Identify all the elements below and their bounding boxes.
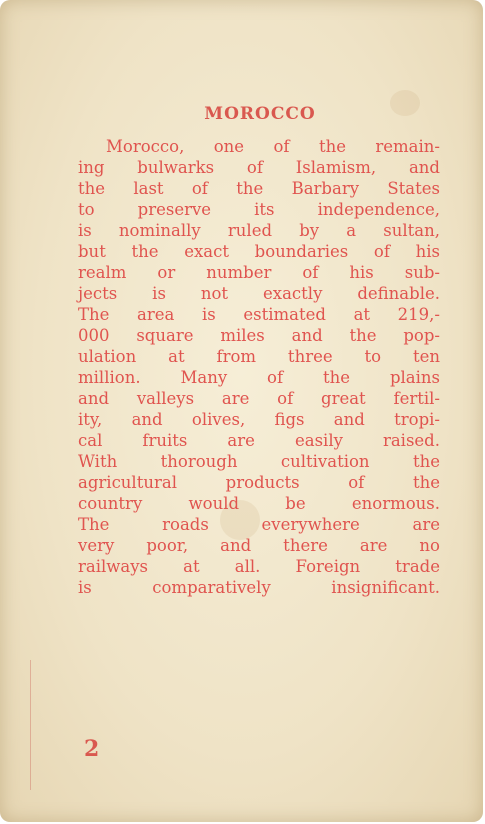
card-body-text: [78, 136, 440, 598]
text-line: ity, and olives, figs and tropi-: [78, 410, 440, 429]
text-line: country would be enormous.: [78, 494, 440, 513]
text-line: is nominally ruled by a sultan,: [78, 221, 440, 240]
text-line: cal fruits are easily raised.: [78, 431, 440, 450]
text-line: Morocco, one of the remain-: [106, 137, 440, 156]
margin-line: [30, 660, 31, 790]
text-line: very poor, and there are no: [78, 536, 440, 555]
text-line: 000 square miles and the pop-: [78, 326, 440, 345]
text-line: ulation at from three to ten: [78, 347, 440, 366]
text-line: The roads everywhere are: [78, 515, 440, 534]
page-number: 2: [84, 736, 100, 762]
text-line: is comparatively insignificant.: [78, 578, 440, 597]
text-line: ing bulwarks of Islamism, and: [78, 158, 440, 177]
text-line: The area is estimated at 219,-: [78, 305, 440, 324]
text-line: jects is not exactly definable.: [78, 284, 440, 303]
text-line: and valleys are of great fertil-: [78, 389, 440, 408]
text-line: railways at all. Foreign trade: [78, 557, 440, 576]
text-line: realm or number of his sub-: [78, 263, 440, 282]
text-line: the last of the Barbary States: [78, 179, 440, 198]
text-line: agricultural products of the: [78, 473, 440, 492]
card-title: MOROCCO: [204, 104, 316, 124]
text-line: but the exact boundaries of his: [78, 242, 440, 261]
text-line: million. Many of the plains: [78, 368, 440, 387]
text-line: to preserve its independence,: [78, 200, 440, 219]
text-line: With thorough cultivation the: [78, 452, 440, 471]
